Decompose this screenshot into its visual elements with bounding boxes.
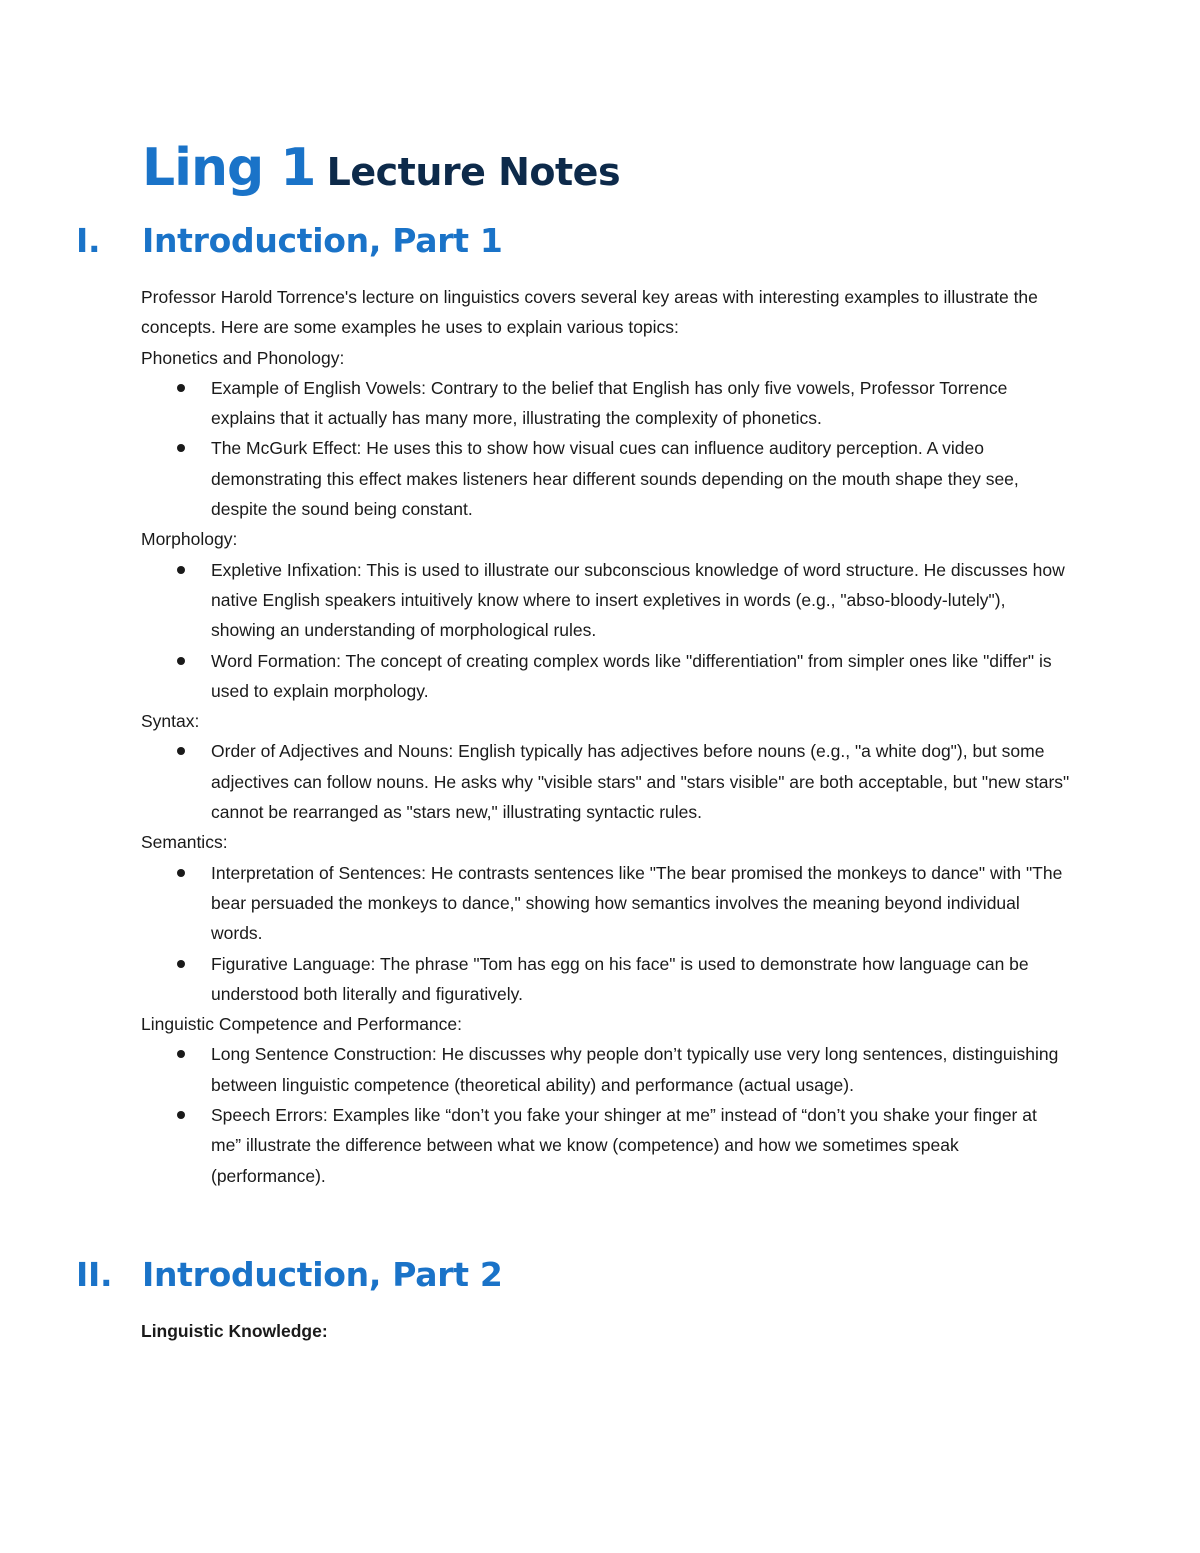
bullet-icon bbox=[177, 444, 185, 452]
list-item-text: Word Formation: The concept of creating complex words like "differentiation" from simpler ones like "differ" is used to explain morphology. bbox=[211, 650, 1052, 701]
bullet-icon bbox=[177, 1050, 185, 1058]
bullet-list-competence bbox=[141, 1039, 1071, 1190]
category-heading-semantics: Semantics: bbox=[141, 832, 228, 853]
bullet-list-morphology bbox=[141, 555, 1071, 706]
list-item-text: Figurative Language: The phrase "Tom has egg on his face" is used to demonstrate how language can be understood both literally and figuratively. bbox=[211, 953, 1029, 1004]
section-title-1: Introduction, Part 1 bbox=[142, 221, 503, 260]
section-heading-2 bbox=[76, 1255, 503, 1294]
subheading-linguistic-knowledge: Linguistic Knowledge: bbox=[141, 1321, 328, 1341]
category-heading-phonetics: Phonetics and Phonology: bbox=[141, 347, 345, 368]
document-title-accent: Ling 1 bbox=[142, 138, 316, 198]
list-item bbox=[141, 646, 1071, 707]
section-heading-1 bbox=[76, 221, 503, 260]
document-title-rest: Lecture Notes bbox=[326, 150, 621, 194]
bullet-icon bbox=[177, 1111, 185, 1119]
bullet-list-syntax bbox=[141, 736, 1071, 827]
document-title bbox=[142, 138, 621, 198]
list-item bbox=[141, 858, 1071, 949]
list-item-text: Long Sentence Construction: He discusses why people don’t typically use very long sentences, distinguishing between linguistic competence (theoretical ability) and performance (actual usage). bbox=[211, 1044, 1059, 1095]
bullet-icon bbox=[177, 869, 185, 877]
list-item bbox=[141, 1100, 1071, 1191]
list-item-text: The McGurk Effect: He uses this to show how visual cues can influence auditory perception. A video demonstrating this effect makes listeners hear different sounds depending on the mouth shape they see, despite the sound being constant. bbox=[211, 438, 1019, 520]
list-item-text: Example of English Vowels: Contrary to the belief that English has only five vowels, Professor Torrence explains that it actually has many more, illustrating the complexity of phonetics. bbox=[211, 377, 1008, 429]
section-number-2: II. bbox=[76, 1255, 113, 1294]
section-title-2: Introduction, Part 2 bbox=[142, 1255, 503, 1294]
list-item bbox=[141, 736, 1071, 827]
list-item-text: Interpretation of Sentences: He contrasts sentences like "The bear promised the monkeys to dance" with "The bear persuaded the monkeys to dance," showing how semantics involves the meaning beyond individual words. bbox=[211, 862, 1063, 944]
category-heading-competence: Linguistic Competence and Performance: bbox=[141, 1014, 463, 1035]
bullet-list-phonetics bbox=[141, 373, 1071, 524]
bullet-list-semantics bbox=[141, 858, 1071, 1009]
intro-paragraph: Professor Harold Torrence's lecture on linguistics covers several key areas with interesting examples to illustrate the concepts. Here are some examples he uses to explain various topics: bbox=[141, 287, 1038, 338]
bullet-icon bbox=[177, 384, 185, 392]
list-item bbox=[141, 555, 1071, 646]
bullet-icon bbox=[177, 566, 185, 574]
bullet-icon bbox=[177, 747, 185, 755]
list-item-text: Order of Adjectives and Nouns: English typically has adjectives before nouns (e.g., "a white dog"), but some adjectives can follow nouns. He asks why "visible stars" and "stars visible" are both acceptable, but "new stars" cannot be rearranged as "stars new," illustrating syntactic rules. bbox=[211, 741, 1070, 823]
list-item bbox=[141, 1039, 1071, 1100]
bullet-icon bbox=[177, 960, 185, 968]
list-item-text: Expletive Infixation: This is used to illustrate our subconscious knowledge of word structure. He discusses how native English speakers intuitively know where to insert expletives in words (e.g., "abso-bloody-lutely"), showing an understanding of morphological rules. bbox=[211, 559, 1065, 641]
category-heading-morphology: Morphology: bbox=[141, 529, 238, 550]
section-number-1: I. bbox=[76, 221, 101, 260]
category-heading-syntax: Syntax: bbox=[141, 711, 200, 732]
section-1-body bbox=[141, 282, 1071, 1191]
list-item bbox=[141, 949, 1071, 1010]
list-item bbox=[141, 373, 1071, 434]
list-item bbox=[141, 433, 1071, 524]
list-item-text: Speech Errors: Examples like “don’t you fake your shinger at me” instead of “don’t you shake your finger at me” illustrate the difference between what we know (competence) and how we sometimes speak (performance). bbox=[211, 1105, 1037, 1186]
bullet-icon bbox=[177, 657, 185, 665]
